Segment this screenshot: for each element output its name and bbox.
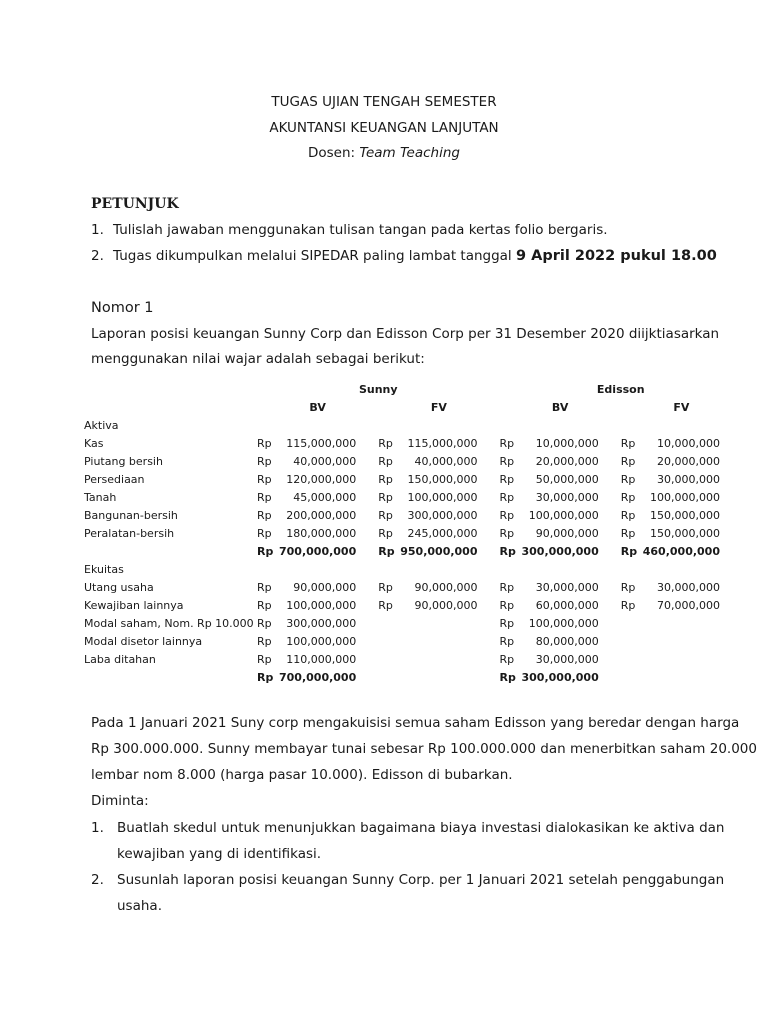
table-row xyxy=(84,488,742,506)
column-header: BV xyxy=(309,400,326,414)
task-text: kewajiban yang di identifikasi. xyxy=(117,846,322,862)
amount-cell: 700,000,000 xyxy=(279,670,357,684)
currency-label: Rp xyxy=(499,490,515,504)
row-label: Persediaan xyxy=(84,472,145,486)
currency-label: Rp xyxy=(378,436,393,450)
amount-cell: 245,000,000 xyxy=(407,526,478,540)
column-header: FV xyxy=(430,400,447,414)
currency-label: Rp xyxy=(257,598,272,612)
task-number: 2. xyxy=(91,872,104,888)
table-row xyxy=(84,578,742,596)
currency-label: Rp xyxy=(257,670,274,684)
currency-label: Rp xyxy=(620,490,636,504)
amount-cell: 110,000,000 xyxy=(286,652,357,666)
currency-label: Rp xyxy=(499,454,515,468)
table-subheader xyxy=(84,398,742,416)
currency-label: Rp xyxy=(620,544,638,558)
currency-label: Rp xyxy=(499,526,515,540)
task-text: Susunlah laporan posisi keuangan Sunny Corp. per 1 Januari 2021 setelah penggabungan xyxy=(117,872,725,888)
currency-label: Rp xyxy=(378,508,393,522)
amount-cell: 180,000,000 xyxy=(286,526,357,540)
section-label: Ekuitas xyxy=(84,562,124,576)
currency-label xyxy=(378,614,400,632)
amount-cell: 150,000,000 xyxy=(650,508,720,522)
instruction-item xyxy=(91,248,717,264)
currency-label xyxy=(378,632,400,650)
currency-label: Rp xyxy=(378,490,393,504)
balance-sheet-table xyxy=(84,380,742,686)
currency-label: Rp xyxy=(499,634,515,648)
amount-cell xyxy=(400,650,499,668)
amount-cell: 150,000,000 xyxy=(407,472,478,486)
row-label: Modal disetor lainnya xyxy=(84,634,203,648)
amount-cell: 90,000,000 xyxy=(535,526,599,540)
currency-label: Rp xyxy=(620,472,636,486)
currency-label: Rp xyxy=(257,472,272,486)
amount-cell: 100,000,000 xyxy=(528,616,599,630)
amount-cell: 10,000,000 xyxy=(657,436,720,450)
amount-cell: 120,000,000 xyxy=(286,472,357,486)
lecturer-line xyxy=(0,145,768,161)
ekuitas-rows xyxy=(84,578,742,668)
currency-label: Rp xyxy=(620,580,636,594)
amount-cell: 700,000,000 xyxy=(279,544,357,558)
question-heading: Nomor 1 xyxy=(91,300,154,316)
amount-cell: 50,000,000 xyxy=(535,472,599,486)
amount-cell: 80,000,000 xyxy=(535,634,599,648)
amount-cell xyxy=(400,668,499,686)
lecturer-label: Dosen: xyxy=(307,145,360,161)
currency-label: Rp xyxy=(257,652,272,666)
currency-label: Rp xyxy=(499,508,515,522)
amount-cell: 40,000,000 xyxy=(414,454,478,468)
amount-cell xyxy=(400,614,499,632)
aktiva-rows xyxy=(84,434,742,542)
currency-label: Rp xyxy=(499,472,515,486)
currency-label: Rp xyxy=(257,490,272,504)
row-label: Laba ditahan xyxy=(84,652,156,666)
row-label: Kewajiban lainnya xyxy=(84,598,184,612)
currency-label xyxy=(621,668,643,686)
row-label xyxy=(84,542,257,560)
amount-cell: 100,000,000 xyxy=(286,598,357,612)
table-row xyxy=(84,434,742,452)
group-edisson: Edisson xyxy=(596,382,645,396)
amount-cell: 100,000,000 xyxy=(650,490,720,504)
amount-cell: 60,000,000 xyxy=(535,598,599,612)
currency-label: Rp xyxy=(378,544,395,558)
section-row xyxy=(84,416,742,434)
course-title: AKUNTANSI KEUANGAN LANJUTAN xyxy=(269,120,499,136)
currency-label: Rp xyxy=(620,454,636,468)
case-line-2: Rp 300.000.000. Sunny membayar tunai sebesar Rp 100.000.000 dan menerbitkan saham 20.000 xyxy=(91,741,757,757)
amount-cell xyxy=(643,632,742,650)
amount-cell: 90,000,000 xyxy=(414,580,478,594)
currency-label: Rp xyxy=(620,598,636,612)
row-label xyxy=(84,668,257,686)
amount-cell: 10,000,000 xyxy=(535,436,599,450)
currency-label: Rp xyxy=(499,580,515,594)
amount-cell: 300,000,000 xyxy=(521,544,599,558)
exam-title: TUGAS UJIAN TENGAH SEMESTER xyxy=(271,94,497,110)
amount-cell: 30,000,000 xyxy=(535,490,599,504)
currency-label: Rp xyxy=(257,436,272,450)
amount-cell: 30,000,000 xyxy=(657,580,720,594)
table-row xyxy=(84,632,742,650)
amount-cell: 20,000,000 xyxy=(657,454,720,468)
currency-label: Rp xyxy=(378,526,393,540)
currency-label: Rp xyxy=(499,544,516,558)
column-header: BV xyxy=(551,400,569,414)
row-label: Peralatan-bersih xyxy=(84,526,175,540)
amount-cell: 90,000,000 xyxy=(293,580,357,594)
instructions-heading: PETUNJUK xyxy=(91,196,179,212)
currency-label: Rp xyxy=(499,652,515,666)
currency-label: Rp xyxy=(257,454,272,468)
amount-cell: 40,000,000 xyxy=(293,454,357,468)
row-label: Utang usaha xyxy=(84,580,154,594)
amount-cell xyxy=(643,614,742,632)
row-label: Kas xyxy=(84,436,104,450)
currency-label: Rp xyxy=(378,472,393,486)
total-row xyxy=(84,542,742,560)
required-label: Diminta: xyxy=(91,793,149,809)
amount-cell: 30,000,000 xyxy=(657,472,720,486)
currency-label xyxy=(621,614,643,632)
currency-label: Rp xyxy=(620,508,636,522)
intro-line-1: Laporan posisi keuangan Sunny Corp dan Edisson Corp per 31 Desember 2020 diijktiasarkan xyxy=(91,326,720,342)
amount-cell: 30,000,000 xyxy=(535,580,599,594)
currency-label: Rp xyxy=(499,670,516,684)
row-label: Modal saham, Nom. Rp 10.000 xyxy=(84,616,254,630)
currency-label: Rp xyxy=(499,598,515,612)
currency-label: Rp xyxy=(620,526,636,540)
table-row xyxy=(84,506,742,524)
amount-cell xyxy=(400,632,499,650)
deadline-text: 9 April 2022 pukul 18.00 xyxy=(515,248,717,264)
row-label: Piutang bersih xyxy=(84,454,163,468)
amount-cell: 30,000,000 xyxy=(535,652,599,666)
currency-label: Rp xyxy=(257,544,274,558)
lecturer-name: Team Teaching xyxy=(359,145,460,161)
amount-cell: 100,000,000 xyxy=(528,508,599,522)
amount-cell: 300,000,000 xyxy=(521,670,599,684)
instruction-text: Tugas dikumpulkan melalui SIPEDAR paling lambat tanggal xyxy=(113,248,516,264)
table-group-header xyxy=(84,380,742,398)
currency-label xyxy=(378,668,400,686)
instruction-text: Tulislah jawaban menggunakan tulisan tangan pada kertas folio bergaris. xyxy=(113,222,608,238)
currency-label: Rp xyxy=(499,616,515,630)
intro-line-2: menggunakan nilai wajar adalah sebagai berikut: xyxy=(91,351,425,367)
amount-cell: 45,000,000 xyxy=(293,490,357,504)
case-line-1: Pada 1 Januari 2021 Suny corp mengakuisisi semua saham Edisson yang beredar dengan harga xyxy=(91,715,740,731)
total-row xyxy=(84,668,742,686)
column-header: FV xyxy=(673,400,690,414)
task-text: usaha. xyxy=(117,898,162,914)
row-label: Bangunan-bersih xyxy=(84,508,178,522)
amount-cell: 150,000,000 xyxy=(650,526,720,540)
currency-label: Rp xyxy=(620,436,636,450)
currency-label: Rp xyxy=(378,454,393,468)
row-label: Tanah xyxy=(84,490,117,504)
table-row xyxy=(84,650,742,668)
currency-label: Rp xyxy=(378,580,393,594)
amount-cell: 950,000,000 xyxy=(400,544,478,558)
amount-cell: 20,000,000 xyxy=(535,454,599,468)
amount-cell: 200,000,000 xyxy=(286,508,357,522)
instruction-number: 1. xyxy=(91,222,104,238)
amount-cell: 100,000,000 xyxy=(286,634,357,648)
amount-cell: 115,000,000 xyxy=(286,436,357,450)
amount-cell: 115,000,000 xyxy=(407,436,478,450)
aktiva-total-row xyxy=(84,542,742,560)
table-row xyxy=(84,596,742,614)
task-text: Buatlah skedul untuk menunjukkan bagaimana biaya investasi dialokasikan ke aktiva dan xyxy=(117,820,725,836)
currency-label: Rp xyxy=(257,634,272,648)
currency-label xyxy=(621,632,643,650)
instruction-number: 2. xyxy=(91,248,104,264)
currency-label: Rp xyxy=(499,436,515,450)
currency-label: Rp xyxy=(257,616,272,630)
currency-label xyxy=(378,650,400,668)
table-row xyxy=(84,524,742,542)
task-number: 1. xyxy=(91,820,104,836)
amount-cell: 70,000,000 xyxy=(657,598,720,612)
group-sunny: Sunny xyxy=(358,382,398,396)
section-label: Aktiva xyxy=(84,418,119,432)
currency-label: Rp xyxy=(257,526,272,540)
amount-cell xyxy=(643,668,742,686)
amount-cell: 300,000,000 xyxy=(407,508,478,522)
amount-cell xyxy=(643,650,742,668)
amount-cell: 90,000,000 xyxy=(414,598,478,612)
amount-cell: 460,000,000 xyxy=(642,544,720,558)
currency-label: Rp xyxy=(257,580,272,594)
amount-cell: 100,000,000 xyxy=(407,490,478,504)
section-row xyxy=(84,560,742,578)
amount-cell: 300,000,000 xyxy=(286,616,357,630)
table-row xyxy=(84,470,742,488)
instruction-item xyxy=(91,222,608,238)
ekuitas-total-row xyxy=(84,668,742,686)
case-line-3: lembar nom 8.000 (harga pasar 10.000). Edisson di bubarkan. xyxy=(91,767,513,783)
table-row xyxy=(84,614,742,632)
currency-label xyxy=(621,650,643,668)
currency-label: Rp xyxy=(257,508,272,522)
currency-label: Rp xyxy=(378,598,393,612)
table-row xyxy=(84,452,742,470)
